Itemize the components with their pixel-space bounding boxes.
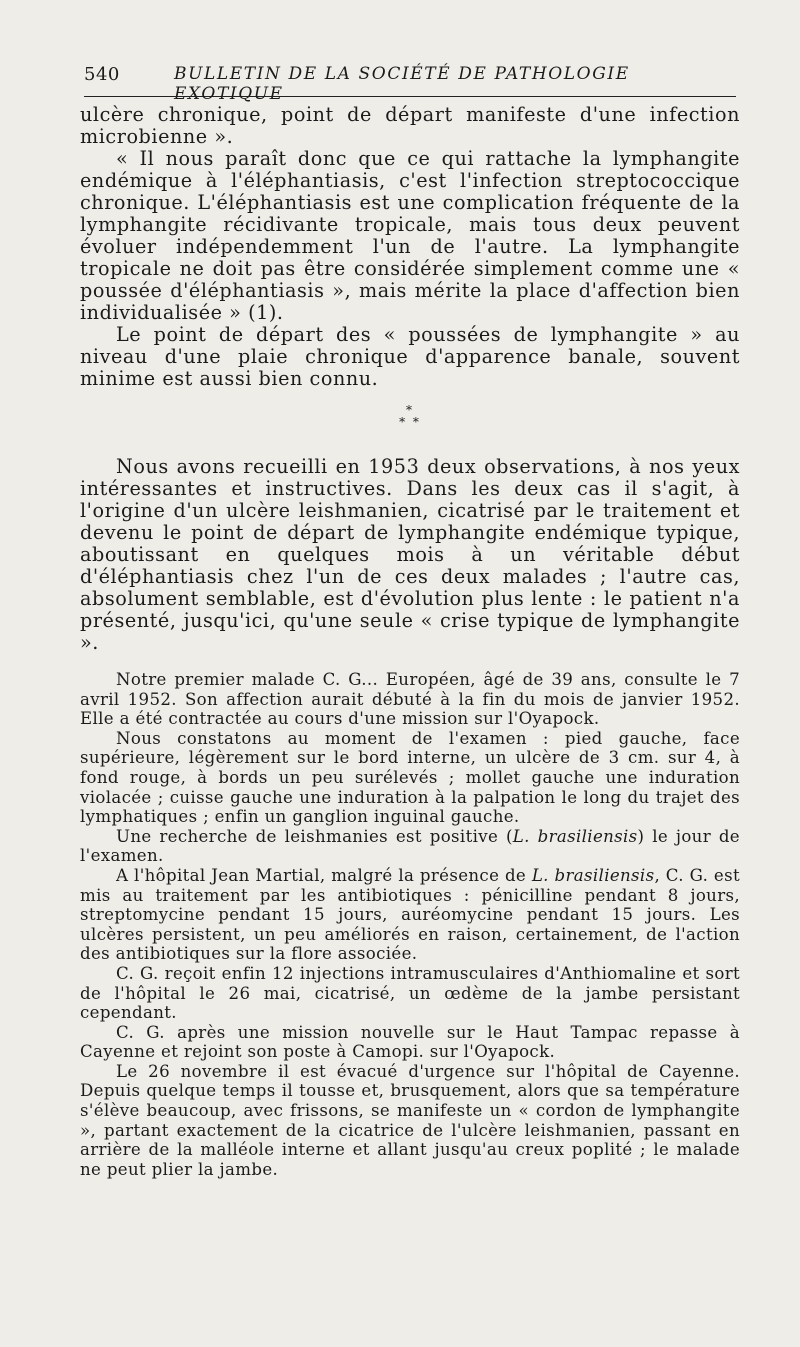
paragraph-quotation: « Il nous paraît donc que ce qui rattache la lymphangite endémique à l'éléphantiasis, c'est l'infection streptococcique chronique. L'éléphantiasis est une complication fréquente de la lymphangite récidivante tropicale, mais tous deux peuvent évoluer indépendemment l'un de l'autre. La lymphangite tropicale ne doit pas être considérée simplement comme une « poussée d'éléphantiasis », mais mérite la place d'affection bien individualisée » (1). [80,147,740,324]
paragraph-observations: Nous avons recueilli en 1953 deux observations, à nos yeux intéressantes et instructives. Dans les deux cas il s'agit, à l'origine d'un ulcère leishmanien, cicatrisé par le traitement et devenu le point de départ de lymphangite endémique typique, aboutissant en quelques mois à un véritable début d'éléphantiasis chez l'un de ces deux malades ; l'autre cas, absolument semblable, est d'évolution plus lente : le patient n'a présenté, jusqu'ici, qu'une seule « crise typique de lymphangite ». [80,455,740,654]
running-title: BULLETIN DE LA SOCIÉTÉ DE PATHOLOGIE EXOTIQUE [174,64,630,104]
species-name: L. brasiliensis [531,865,655,885]
case-paragraph-5: C. G. reçoit enfin 12 injections intramusculaires d'Anthiomaline et sort de l'hôpital le 26 mai, cicatrisé, un œdème de la jambe persistant cependant. [80,963,740,1023]
asterism-bottom: * * [399,415,421,429]
case-paragraph-4-start: A l'hôpital Jean Martial, malgré la présence de [116,865,532,885]
case-paragraph-1: Notre premier malade C. G... Européen, âgé de 39 ans, consulte le 7 avril 1952. Son affection aurait débuté à la fin du mois de janvier 1952. Elle a été contractée au cours d'une mission sur l'Oyapock. [80,670,740,729]
asterism-top: * [406,403,414,417]
case-paragraph-3-start: Une recherche de leishmanies est positive ( [116,826,513,846]
case-report [80,670,740,1179]
case-paragraph-7: Le 26 novembre il est évacué d'urgence sur l'hôpital de Cayenne. Depuis quelque temps il tousse et, brusquement, alors que sa température s'élève beaucoup, avec frissons, se manifeste un « cordon de lymphangite », partant exactement de la cicatrice de l'ulcère leishmanien, passant en arrière de la malléole interne et allant jusqu'au creux poplité ; le malade ne peut plier la jambe. [80,1061,740,1179]
case-paragraph-3-end: ) le jour de l'examen. [80,826,740,866]
case-paragraph-6: C. G. après une mission nouvelle sur le Haut Tampac repasse à Cayenne et rejoint son poste à Camopi. sur l'Oyapock. [80,1022,740,1062]
case-paragraph-2: Nous constatons au moment de l'examen : pied gauche, face supérieure, légèrement sur le bord interne, un ulcère de 3 cm. sur 4, à fond rouge, à bords un peu surélevés ; mollet gauche une induration violacée ; cuisse gauche une induration à la palpation le long du trajet des lymphatiques ; enfin un ganglion inguinal gauche. [80,728,740,827]
paragraph-continuation: ulcère chronique, point de départ manifeste d'une infection microbienne ». [80,103,740,148]
page-number: 540 [84,64,120,85]
species-name: L. brasiliensis [512,826,638,846]
case-paragraph-4-end: , C. G. est mis au traitement par les antibiotiques : pénicilline pendant 8 jours, streptomycine pendant 15 jours, auréomycine pendant 15 jours. Les ulcères persistent, un peu améliorés en raison, certainement, de l'action des antibiotiques sur la flore associée. [80,865,740,964]
paragraph-point-de-depart: Le point de départ des « poussées de lymphangite » au niveau d'une plaie chronique d'apparence banale, souvent minime est aussi bien connu. [80,323,740,390]
section-separator [80,404,740,428]
case-paragraph-4 [80,866,740,964]
page-header [84,60,736,104]
body-text [80,104,740,1179]
case-paragraph-3 [80,827,740,866]
